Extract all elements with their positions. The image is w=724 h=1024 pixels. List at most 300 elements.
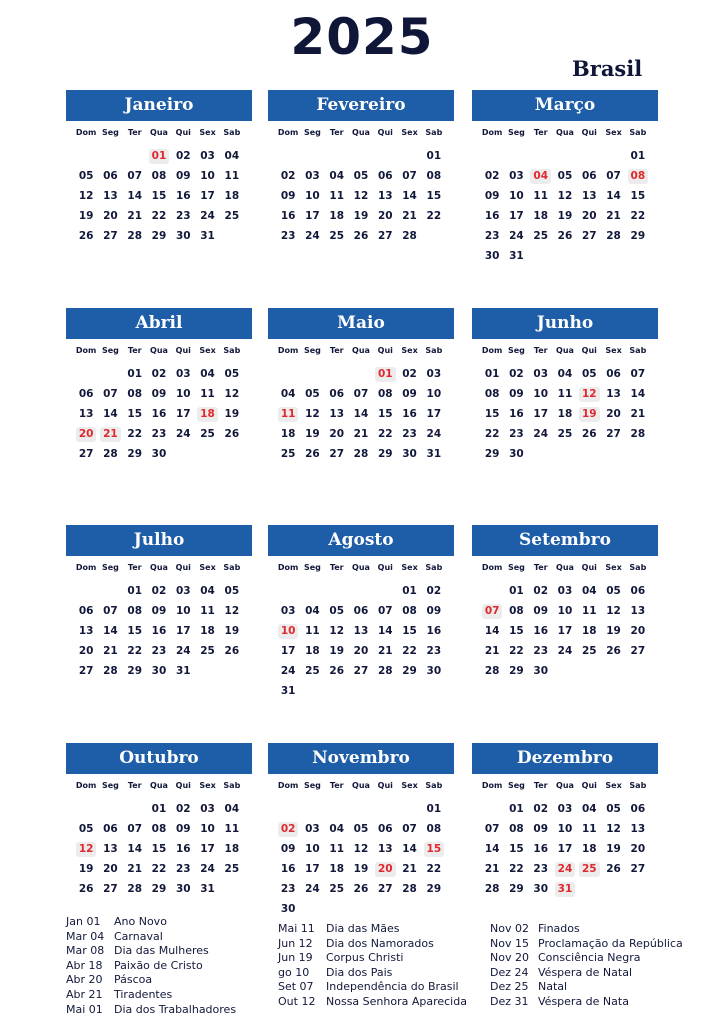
holiday-name: Véspera de Natal [538, 965, 633, 979]
day-cell: 04 [557, 368, 573, 380]
day-cell: 23 [280, 230, 296, 242]
day-cell: 10 [557, 823, 573, 835]
weekday-label: Sab [425, 128, 443, 137]
day-cell: 08 [402, 605, 417, 617]
day-cell: 27 [329, 448, 345, 460]
day-cell: 02 [151, 368, 167, 380]
empty-cell [123, 799, 147, 819]
day-cell: 22 [509, 645, 524, 657]
holiday-day-cell: 08 [626, 166, 650, 186]
weekday-label: Sab [629, 346, 647, 355]
day-cell: 11 [533, 190, 549, 202]
day-cell: 07 [353, 388, 369, 400]
weekday-label: Dom [75, 128, 97, 137]
day-cell: 22 [151, 863, 167, 875]
empty-cell [74, 364, 98, 384]
day-cell: 24 [305, 230, 320, 242]
day-cell: 21 [606, 210, 621, 222]
day-cell: 26 [606, 645, 621, 657]
day-cell: 12 [224, 388, 240, 400]
day-cell: 06 [78, 605, 94, 617]
holiday-day-cell: 20 [373, 859, 397, 879]
day-cell: 29 [127, 448, 143, 460]
day-cell: 03 [280, 605, 296, 617]
weekday-label: Ter [127, 346, 142, 355]
weekday-label: Qua [556, 781, 574, 790]
day-cell: 27 [630, 863, 646, 875]
month-header: Dezembro [472, 743, 658, 774]
day-cell: 06 [377, 170, 393, 182]
day-cell: 17 [426, 408, 442, 420]
holiday-item [490, 951, 683, 966]
day-cell: 29 [151, 883, 167, 895]
day-cell: 16 [175, 843, 191, 855]
day-cell: 04 [329, 170, 345, 182]
weekday-label: Qui [175, 346, 191, 355]
day-cell: 24 [175, 645, 191, 657]
day-cell: 29 [151, 230, 167, 242]
day-cell: 19 [224, 408, 240, 420]
weekday-label: Sex [605, 128, 622, 137]
day-cell: 28 [484, 883, 500, 895]
day-cell: 13 [377, 843, 393, 855]
day-cell: 22 [630, 210, 646, 222]
weekday-label: Qua [352, 563, 370, 572]
empty-cell [480, 581, 504, 601]
day-cell: 03 [533, 368, 549, 380]
day-cell: 12 [606, 605, 621, 617]
day-cell: 07 [103, 388, 118, 400]
holiday-name: Natal [538, 980, 568, 994]
day-cell: 11 [581, 605, 597, 617]
day-cell: 28 [353, 448, 369, 460]
empty-cell [553, 146, 577, 166]
day-cell: 18 [557, 408, 573, 420]
day-cell: 21 [630, 408, 646, 420]
day-cell: 03 [175, 585, 191, 597]
holiday-name: Dia das Mulheres [114, 944, 209, 958]
weekday-label: Sab [425, 563, 443, 572]
weekday-label: Sex [199, 563, 216, 572]
day-cell: 10 [509, 190, 524, 202]
weekday-row [66, 781, 252, 790]
day-cell: 30 [533, 883, 549, 895]
holiday-date: Mai 01 [66, 1002, 103, 1016]
day-cell: 29 [127, 665, 143, 677]
day-cell: 27 [377, 230, 393, 242]
day-cell: 14 [630, 388, 646, 400]
day-cell: 17 [305, 863, 320, 875]
weekday-label: Qui [581, 781, 597, 790]
day-cell: 17 [200, 843, 215, 855]
day-cell: 09 [533, 605, 549, 617]
day-cell: 11 [329, 843, 345, 855]
day-cell: 13 [630, 605, 646, 617]
holiday-day-cell: 18 [195, 404, 219, 424]
day-cell: 23 [533, 645, 549, 657]
day-cell: 21 [127, 863, 143, 875]
holiday-item [66, 944, 236, 959]
weekday-row [268, 563, 454, 572]
day-cell: 28 [103, 448, 118, 460]
weekday-label: Qua [150, 563, 168, 572]
day-cell: 18 [224, 843, 240, 855]
day-cell: 22 [402, 645, 417, 657]
day-cell: 12 [78, 190, 94, 202]
day-cell: 05 [606, 585, 621, 597]
day-cell: 27 [103, 230, 118, 242]
holiday-item [490, 922, 683, 937]
holiday-name: Dia dos Namorados [326, 936, 434, 950]
day-cell: 11 [305, 625, 320, 637]
day-cell: 14 [103, 408, 118, 420]
month-janeiro [66, 90, 252, 246]
day-cell: 02 [426, 585, 442, 597]
day-cell: 26 [353, 883, 369, 895]
day-cell: 27 [606, 428, 621, 440]
day-cell: 06 [377, 823, 393, 835]
holiday-item [490, 937, 683, 952]
day-cell: 19 [353, 210, 369, 222]
day-cell: 24 [533, 428, 549, 440]
day-cell: 06 [78, 388, 94, 400]
weekday-label: Ter [127, 563, 142, 572]
day-cell: 18 [329, 863, 345, 875]
day-cell: 17 [175, 408, 191, 420]
month-header: Setembro [472, 525, 658, 556]
day-cell: 30 [402, 448, 417, 460]
day-cell: 13 [103, 190, 118, 202]
year-title: 2025 [290, 8, 434, 66]
day-cell: 16 [175, 190, 191, 202]
weekday-row [268, 346, 454, 355]
empty-cell [74, 799, 98, 819]
day-cell: 03 [175, 368, 191, 380]
empty-cell [74, 146, 98, 166]
day-cell: 14 [353, 408, 369, 420]
day-cell: 09 [175, 823, 191, 835]
day-cell: 16 [280, 863, 296, 875]
day-cell: 04 [280, 388, 296, 400]
day-cell: 08 [127, 388, 143, 400]
day-cell: 24 [305, 883, 320, 895]
holiday-date: Jun 19 [278, 951, 313, 965]
holiday-day-cell: 02 [276, 819, 300, 839]
day-cell: 30 [533, 665, 549, 677]
day-cell: 04 [224, 803, 240, 815]
month-julho [66, 525, 252, 681]
day-cell: 28 [484, 665, 500, 677]
day-cell: 25 [557, 428, 573, 440]
weekday-label: Qui [377, 128, 393, 137]
day-cell: 16 [484, 210, 500, 222]
empty-cell [300, 581, 324, 601]
weekday-label: Sex [199, 128, 216, 137]
day-cell: 21 [127, 210, 143, 222]
day-cell: 22 [426, 863, 442, 875]
weekday-label: Qua [150, 781, 168, 790]
day-cell: 04 [224, 150, 240, 162]
day-cell: 30 [426, 665, 442, 677]
day-cell: 04 [200, 585, 215, 597]
day-cell: 08 [151, 823, 167, 835]
holiday-date: Set 07 [278, 980, 314, 994]
holiday-item [278, 951, 467, 966]
day-cell: 24 [280, 665, 296, 677]
day-grid [472, 581, 658, 681]
month-header: Fevereiro [268, 90, 454, 121]
month-header: Maio [268, 308, 454, 339]
holiday-item [66, 959, 236, 974]
day-cell: 14 [377, 625, 393, 637]
day-cell: 01 [127, 585, 143, 597]
day-cell: 24 [557, 645, 573, 657]
day-cell: 29 [630, 230, 646, 242]
day-cell: 07 [402, 170, 417, 182]
weekday-label: Sab [629, 781, 647, 790]
holiday-item [490, 980, 683, 995]
day-cell: 08 [426, 823, 442, 835]
weekday-label: Sab [223, 346, 241, 355]
day-grid [66, 799, 252, 899]
holiday-item [278, 937, 467, 952]
holiday-name: Dia dos Trabalhadores [114, 1002, 237, 1016]
day-cell: 11 [329, 190, 345, 202]
day-cell: 16 [533, 625, 549, 637]
day-cell: 18 [533, 210, 549, 222]
weekday-row [472, 346, 658, 355]
day-cell: 26 [305, 448, 320, 460]
holiday-date: Jun 12 [278, 936, 313, 950]
weekday-label: Seg [303, 781, 321, 790]
holiday-date: Dez 24 [490, 965, 529, 979]
day-cell: 14 [484, 843, 500, 855]
day-cell: 23 [175, 210, 191, 222]
day-cell: 30 [151, 665, 167, 677]
day-grid [472, 146, 658, 266]
day-cell: 22 [127, 645, 143, 657]
holiday-name: Tiradentes [114, 987, 173, 1001]
weekday-label: Sab [425, 346, 443, 355]
day-cell: 25 [224, 863, 240, 875]
day-cell: 19 [353, 863, 369, 875]
day-cell: 22 [127, 428, 143, 440]
holiday-item [278, 966, 467, 981]
day-cell: 27 [78, 448, 94, 460]
day-cell: 15 [426, 190, 442, 202]
day-cell: 06 [103, 823, 118, 835]
day-cell: 01 [484, 368, 500, 380]
day-cell: 07 [402, 823, 417, 835]
weekday-label: Sex [199, 346, 216, 355]
holiday-day-cell: 24 [553, 859, 577, 879]
day-cell: 18 [224, 190, 240, 202]
day-cell: 11 [557, 388, 573, 400]
weekday-label: Seg [101, 781, 119, 790]
day-cell: 09 [533, 823, 549, 835]
day-cell: 05 [581, 368, 597, 380]
day-cell: 07 [606, 170, 621, 182]
day-cell: 23 [484, 230, 500, 242]
month-header: Março [472, 90, 658, 121]
day-cell: 06 [581, 170, 597, 182]
day-cell: 10 [200, 170, 215, 182]
day-cell: 11 [581, 823, 597, 835]
holiday-item [278, 980, 467, 995]
month-novembro [268, 743, 454, 919]
day-cell: 01 [127, 368, 143, 380]
day-cell: 29 [402, 665, 417, 677]
weekday-label: Ter [533, 346, 548, 355]
weekday-label: Dom [75, 346, 97, 355]
weekday-row [268, 781, 454, 790]
day-cell: 13 [606, 388, 621, 400]
holiday-name: Paixão de Cristo [114, 958, 203, 972]
day-cell: 26 [224, 645, 240, 657]
day-cell: 09 [280, 843, 296, 855]
holiday-day-cell: 11 [276, 404, 300, 424]
day-cell: 16 [402, 408, 417, 420]
day-cell: 28 [103, 665, 118, 677]
month-header: Julho [66, 525, 252, 556]
day-cell: 05 [606, 803, 621, 815]
day-cell: 05 [224, 368, 240, 380]
day-cell: 22 [151, 210, 167, 222]
day-cell: 27 [78, 665, 94, 677]
day-cell: 14 [127, 190, 143, 202]
day-cell: 25 [200, 428, 215, 440]
weekday-label: Sex [401, 128, 418, 137]
day-cell: 30 [484, 250, 500, 262]
empty-cell [397, 146, 421, 166]
day-cell: 15 [127, 625, 143, 637]
weekday-label: Qui [581, 563, 597, 572]
day-cell: 10 [557, 605, 573, 617]
day-cell: 27 [581, 230, 597, 242]
day-grid [268, 581, 454, 701]
weekday-label: Dom [277, 563, 299, 572]
day-cell: 03 [557, 803, 573, 815]
weekday-label: Ter [329, 128, 344, 137]
holiday-name: Finados [538, 922, 580, 935]
weekday-label: Qua [556, 128, 574, 137]
day-cell: 31 [200, 883, 215, 895]
holiday-item [66, 988, 236, 1003]
day-cell: 02 [175, 150, 191, 162]
day-cell: 22 [509, 863, 524, 875]
holiday-day-cell: 04 [529, 166, 553, 186]
day-cell: 15 [509, 625, 524, 637]
day-cell: 09 [175, 170, 191, 182]
day-cell: 07 [127, 170, 143, 182]
day-cell: 17 [557, 843, 573, 855]
day-cell: 18 [581, 843, 597, 855]
empty-cell [98, 364, 122, 384]
weekday-label: Qui [175, 563, 191, 572]
day-cell: 04 [581, 803, 597, 815]
day-cell: 18 [305, 645, 320, 657]
day-cell: 14 [402, 843, 417, 855]
weekday-label: Sab [629, 563, 647, 572]
day-cell: 19 [557, 210, 573, 222]
empty-cell [123, 146, 147, 166]
day-cell: 12 [224, 605, 240, 617]
empty-cell [325, 581, 349, 601]
day-cell: 25 [224, 210, 240, 222]
day-cell: 07 [127, 823, 143, 835]
empty-cell [373, 799, 397, 819]
weekday-label: Sex [401, 781, 418, 790]
holiday-day-cell: 01 [147, 146, 171, 166]
day-cell: 02 [509, 368, 524, 380]
holiday-date: Jan 01 [66, 915, 101, 928]
weekday-label: Seg [507, 346, 525, 355]
day-cell: 19 [78, 210, 94, 222]
holiday-day-cell: 25 [577, 859, 601, 879]
day-cell: 29 [377, 448, 393, 460]
day-cell: 05 [78, 823, 94, 835]
day-cell: 29 [426, 883, 442, 895]
day-cell: 03 [305, 823, 320, 835]
weekday-label: Seg [303, 563, 321, 572]
day-cell: 20 [606, 408, 621, 420]
empty-cell [373, 581, 397, 601]
day-cell: 10 [305, 843, 320, 855]
holiday-list-3 [490, 922, 683, 1010]
weekday-label: Ter [329, 563, 344, 572]
weekday-label: Ter [329, 346, 344, 355]
weekday-label: Ter [127, 781, 142, 790]
month-outubro [66, 743, 252, 899]
day-cell: 15 [377, 408, 393, 420]
weekday-label: Ter [533, 781, 548, 790]
day-cell: 08 [509, 605, 524, 617]
day-cell: 16 [151, 625, 167, 637]
day-grid [66, 581, 252, 681]
holiday-date: Dez 31 [490, 994, 529, 1008]
day-cell: 06 [630, 585, 646, 597]
day-cell: 27 [103, 883, 118, 895]
empty-cell [504, 146, 528, 166]
holiday-day-cell: 12 [577, 384, 601, 404]
holiday-day-cell: 21 [98, 424, 122, 444]
holiday-name: Nossa Senhora Aparecida [326, 994, 467, 1008]
day-grid [66, 364, 252, 464]
holiday-date: Abr 21 [66, 987, 103, 1001]
day-cell: 30 [175, 230, 191, 242]
day-grid [472, 799, 658, 899]
day-cell: 01 [426, 150, 442, 162]
day-cell: 12 [305, 408, 320, 420]
month-header: Novembro [268, 743, 454, 774]
month-junho [472, 308, 658, 464]
day-cell: 16 [509, 408, 524, 420]
day-cell: 29 [509, 665, 524, 677]
day-cell: 05 [353, 170, 369, 182]
day-grid [66, 146, 252, 246]
day-cell: 19 [606, 843, 621, 855]
empty-cell [529, 146, 553, 166]
day-cell: 07 [103, 605, 118, 617]
day-cell: 28 [377, 665, 393, 677]
day-cell: 21 [377, 645, 393, 657]
weekday-label: Dom [481, 563, 503, 572]
holiday-name: Dia dos Pais [326, 965, 393, 979]
day-cell: 15 [151, 190, 167, 202]
weekday-label: Qui [581, 346, 597, 355]
day-cell: 22 [426, 210, 442, 222]
day-cell: 15 [127, 408, 143, 420]
